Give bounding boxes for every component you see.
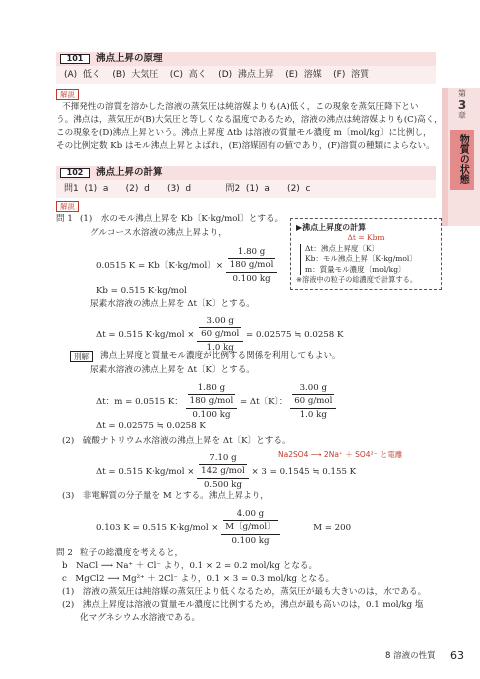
question-101-number: 101 bbox=[60, 54, 90, 64]
kb-result: Kb = 0.515 K·kg/mol bbox=[96, 286, 187, 296]
eq3-left: Δt：m = 0.0515 K： bbox=[96, 397, 183, 408]
q1-3-statement: (3) 非電解質の分子量を M とする。沸点上昇より， bbox=[62, 491, 269, 501]
formula-def-3: m：質量モル濃度〔mol/kg〕 bbox=[305, 264, 406, 274]
eq3a-inner-fraction bbox=[188, 382, 236, 408]
alt-line-1: 沸点上昇度と質量モル濃度が比例する関係を利用してもよい。 bbox=[100, 351, 341, 361]
formula-box-title: ▶沸点上昇度の計算 bbox=[296, 223, 367, 232]
eq3-result: Δt = 0.02575 ≒ 0.0258 K bbox=[96, 421, 206, 431]
eq3-fraction-b bbox=[290, 382, 336, 421]
formula-def-2: Kb：モル沸点上昇〔K·kg/mol〕 bbox=[305, 254, 417, 264]
chapter-side-tab bbox=[442, 88, 480, 226]
eq1-inner-fraction bbox=[228, 246, 276, 272]
eq4-numerator bbox=[197, 452, 249, 479]
expl101-line3: この現象を(D)沸点上昇という。沸点上昇度 Δtb は溶液の質量モル濃度 m〔mol/kg〕に比例し， bbox=[56, 128, 432, 138]
question-102-header bbox=[56, 166, 436, 180]
eq2-fraction bbox=[197, 315, 243, 354]
eq4-fraction bbox=[197, 452, 249, 491]
eq4-inner-num: 7.10 g bbox=[199, 452, 247, 465]
q2-2-line1: (2) 沸点上昇度は溶液の質量モル濃度に比例するため，沸点が最も高いのは，0.1 mol/kg 塩 bbox=[62, 600, 424, 610]
eq5-denominator: 0.100 kg bbox=[231, 535, 270, 546]
question-102-answers: 問1 (1) a (2) d (3) d 問2 (1) a (2) c bbox=[56, 180, 436, 198]
q2-1: (1) 溶液の蒸気圧は純溶媒の蒸気圧より低くなるため，蒸気圧が最も大きいのは，水である。 bbox=[62, 587, 427, 597]
eq4-inner-den: 142 g/mol bbox=[201, 466, 245, 477]
formula-box bbox=[290, 218, 442, 290]
section-footer: 8 溶液の性質 bbox=[385, 651, 436, 661]
eq3b-denominator: 1.0 kg bbox=[299, 409, 327, 420]
chapter-number bbox=[450, 90, 474, 121]
explanation-tag-101: 解説 bbox=[56, 89, 79, 100]
urea-intro: 尿素水溶液の沸点上昇を Δt〔K〕とする。 bbox=[90, 299, 255, 309]
glucose-intro: グルコース水溶液の沸点上昇より， bbox=[90, 228, 227, 238]
eq5-inner-fraction bbox=[223, 508, 277, 534]
dissociation-note: Na2SO4 ⟶ 2Na⁺ ＋ SO4²⁻ と電離 bbox=[278, 450, 403, 459]
q1-label: 問 1 bbox=[56, 214, 73, 224]
chapter-label: 物質の状態 bbox=[457, 134, 469, 184]
eq3b-inner-den: 60 g/mol bbox=[294, 396, 333, 407]
eq3b-inner-fraction bbox=[292, 382, 334, 408]
eq5-right: M = 200 bbox=[313, 523, 352, 534]
question-101-title: 沸点上昇の原理 bbox=[96, 53, 163, 64]
eq4-denominator: 0.500 kg bbox=[203, 479, 242, 490]
eq2-inner-den: 60 g/mol bbox=[201, 329, 240, 340]
eq2-inner-num: 3.00 g bbox=[199, 315, 241, 328]
equation-1 bbox=[96, 246, 277, 285]
q2-label: 問 2 bbox=[56, 548, 73, 558]
expl101-line2: う。沸点は，蒸気圧が(B)大気圧と等しくなる温度であるため，溶液の沸点は純溶媒よりも(C)高く， bbox=[56, 115, 443, 125]
q2-b: b NaCl ⟶ Na⁺ ＋ Cl⁻ より，0.1 × 2 = 0.2 mol/kg となる。 bbox=[62, 561, 318, 571]
q2-2-line2: 化マグネシウム水溶液である。 bbox=[80, 613, 201, 623]
eq3a-inner-den: 180 g/mol bbox=[189, 396, 234, 407]
eq3a-numerator bbox=[186, 382, 238, 409]
page-number: 63 bbox=[450, 649, 464, 662]
eq1-inner-den: 180 g/mol bbox=[229, 260, 274, 271]
eq3a-inner-num: 1.80 g bbox=[188, 382, 236, 395]
eq3-fraction-a bbox=[186, 382, 238, 421]
eq5-inner-num: 4.00 g bbox=[223, 508, 277, 521]
eq2-inner-fraction bbox=[199, 315, 241, 341]
eq1-denominator: 0.100 kg bbox=[232, 273, 271, 284]
chapter-num: 3 bbox=[457, 97, 467, 112]
formula-box-note: ※溶液中の粒子の総濃度で計算する。 bbox=[296, 275, 418, 285]
question-102-title: 沸点上昇の計算 bbox=[96, 167, 163, 178]
eq4-inner-fraction bbox=[199, 452, 247, 478]
alt-line-2: 尿素水溶液の沸点上昇を Δt〔K〕とする。 bbox=[90, 365, 255, 375]
eq2-right: = 0.02575 ≒ 0.0258 K bbox=[246, 330, 344, 341]
equation-2 bbox=[96, 315, 343, 354]
eq2-left: Δt = 0.515 K·kg/mol × bbox=[96, 330, 195, 341]
eq3b-inner-num: 3.00 g bbox=[292, 382, 334, 395]
question-101-header bbox=[56, 52, 436, 66]
eq2-numerator bbox=[197, 315, 243, 342]
eq3-mid: = Δt〔K〕： bbox=[239, 397, 288, 408]
q1-1-statement: (1) 水のモル沸点上昇を Kb〔K·kg/mol〕とする。 bbox=[80, 214, 284, 224]
q2-intro: 粒子の総濃度を考えると， bbox=[80, 548, 184, 558]
chapter-suffix: 章 bbox=[458, 110, 466, 120]
chapter-prefix: 第 bbox=[458, 89, 466, 98]
explanation-tag-102: 解説 bbox=[56, 201, 79, 212]
side-tab-strip bbox=[442, 88, 448, 226]
question-102-number: 102 bbox=[60, 168, 90, 178]
eq3a-denominator: 0.100 kg bbox=[192, 409, 231, 420]
chapter-label-box bbox=[450, 130, 474, 190]
eq1-fraction bbox=[226, 246, 278, 285]
eq5-inner-den: M〔g/mol〕 bbox=[225, 522, 276, 533]
alternate-solution-tag: 別解 bbox=[70, 351, 93, 362]
question-101-answers: (A) 低く (B) 大気圧 (C) 高く (D) 沸点上昇 (E) 溶媒 (F) 溶質 bbox=[56, 66, 436, 84]
eq1-inner-num: 1.80 g bbox=[228, 246, 276, 259]
expl101-line4: その比例定数 Kb はモル沸点上昇とよばれ，(E)溶媒固有の値であり，(F)溶質の種類によらない。 bbox=[56, 141, 435, 151]
formula-def-1: Δt：沸点上昇度〔K〕 bbox=[305, 243, 380, 253]
eq4-times-3: × 3 bbox=[251, 467, 267, 478]
eq5-fraction bbox=[221, 508, 279, 547]
q1-2-statement: (2) 硫酸ナトリウム水溶液の沸点上昇を Δt〔K〕とする。 bbox=[62, 436, 291, 446]
eq2-denominator: 1.0 kg bbox=[206, 342, 234, 353]
formula-box-definitions bbox=[300, 244, 436, 276]
formula-box-equation: Δt = Kbm bbox=[347, 233, 385, 243]
equation-5 bbox=[96, 508, 351, 547]
q2-c: c MgCl2 ⟶ Mg²⁺ ＋ 2Cl⁻ より，0.1 × 3 = 0.3 mol/kg となる。 bbox=[62, 574, 335, 584]
eq4-right: = 0.1545 ≒ 0.155 K bbox=[269, 467, 357, 478]
equation-3 bbox=[96, 382, 336, 421]
eq5-numerator bbox=[221, 508, 279, 535]
eq1-numerator bbox=[226, 246, 278, 273]
eq1-left: 0.0515 K = Kb〔K·kg/mol〕× bbox=[96, 261, 224, 272]
eq3b-numerator bbox=[290, 382, 336, 409]
expl101-line1: 不揮発性の溶質を溶かした溶液の蒸気圧は純溶媒よりも(A)低く，この現象を蒸気圧降下とい bbox=[62, 102, 419, 112]
eq4-left: Δt = 0.515 K·kg/mol × bbox=[96, 467, 195, 478]
eq5-left: 0.103 K = 0.515 K·kg/mol × bbox=[96, 523, 219, 534]
